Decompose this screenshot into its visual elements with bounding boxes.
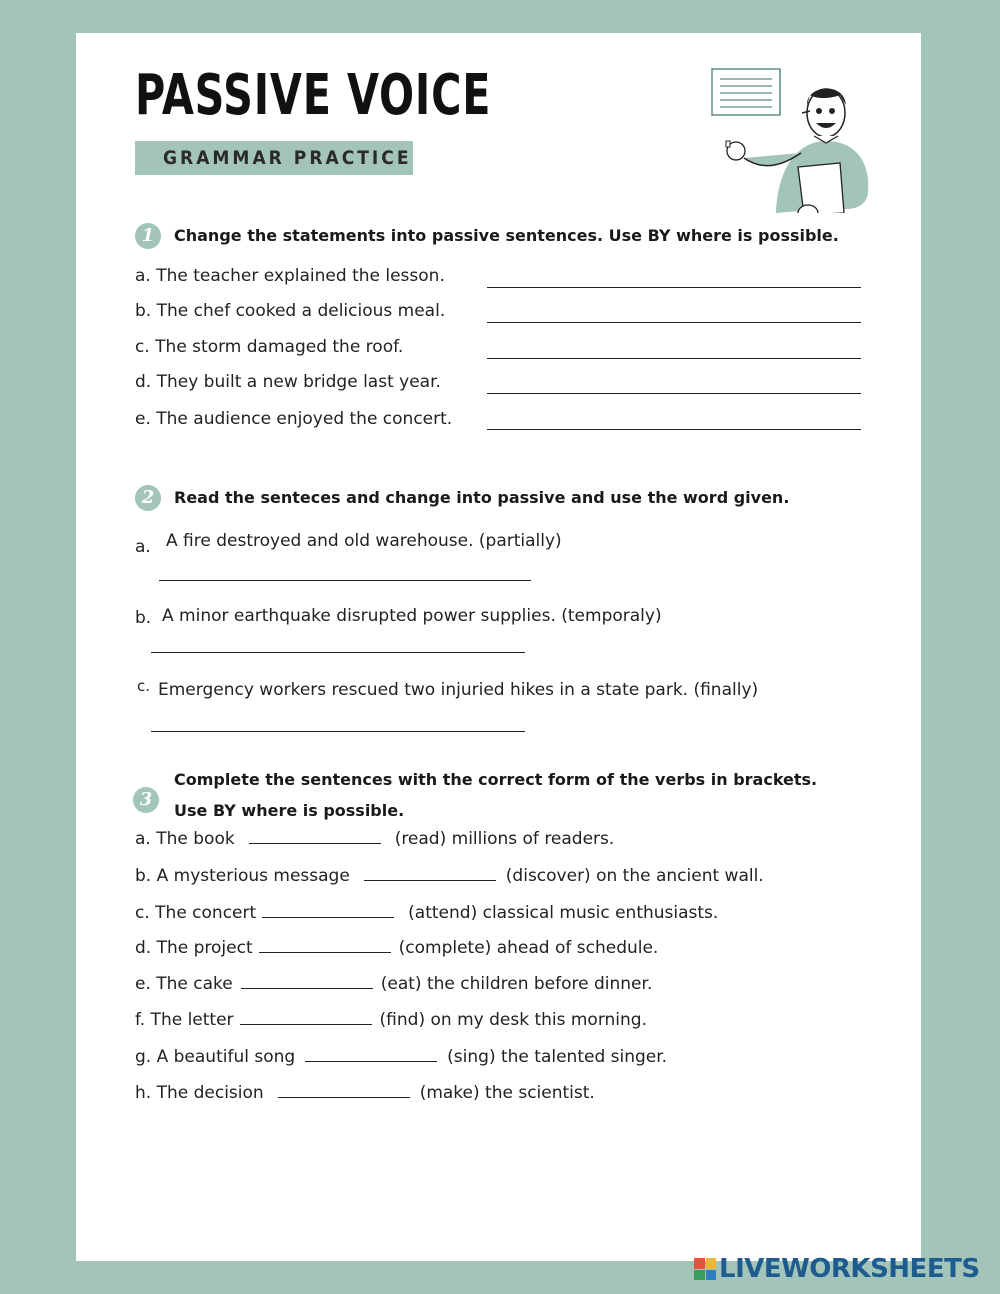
section-3-blank-c[interactable]	[262, 902, 394, 918]
section-3-item-d-before: d. The project	[135, 938, 253, 958]
section-3-item-c-after: (attend) classical music enthusiasts.	[408, 903, 719, 923]
section-3-item-g	[135, 1046, 667, 1067]
section-1-number-badge: 1	[135, 223, 161, 249]
liveworksheets-logo[interactable]	[694, 1252, 980, 1286]
page-title: PASSIVE VOICE	[135, 63, 492, 128]
section-3-item-b	[135, 865, 764, 886]
section-3-item-a	[135, 828, 614, 849]
section-1-item-c: c. The storm damaged the roof.	[135, 337, 404, 357]
section-3-item-e	[135, 973, 652, 994]
worksheet-page	[76, 33, 921, 1261]
section-2-answer-line-c[interactable]	[151, 731, 525, 732]
section-2-answer-line-b[interactable]	[151, 652, 525, 653]
section-1-item-b: b. The chef cooked a delicious meal.	[135, 301, 446, 321]
section-2-letter-b: b.	[135, 608, 152, 628]
section-3-item-c-before: c. The concert	[135, 903, 257, 923]
section-2-answer-line-a[interactable]	[159, 580, 531, 581]
section-3-item-h	[135, 1082, 595, 1103]
section-2-letter-c: c.	[137, 677, 151, 695]
section-3-item-e-before: e. The cake	[135, 974, 233, 994]
board-icon	[712, 69, 780, 115]
section-2-number-badge: 2	[135, 485, 161, 511]
section-3-blank-b[interactable]	[364, 865, 496, 881]
section-2-letter-a: a.	[135, 537, 151, 557]
section-3-item-c	[135, 902, 718, 923]
section-1-answer-line-e[interactable]	[487, 429, 861, 430]
section-1-answer-line-a[interactable]	[487, 287, 861, 288]
section-1-answer-line-d[interactable]	[487, 393, 861, 394]
section-3-item-d	[135, 937, 658, 958]
section-1-instruction: Change the statements into passive sentences. Use BY where is possible.	[174, 226, 839, 245]
section-3-item-h-after: (make) the scientist.	[419, 1083, 595, 1103]
section-3-item-d-after: (complete) ahead of schedule.	[398, 938, 659, 958]
page-subtitle: GRAMMAR PRACTICE	[163, 147, 412, 169]
section-3-blank-d[interactable]	[259, 937, 391, 953]
teacher-illustration	[706, 63, 886, 213]
section-1-item-e: e. The audience enjoyed the concert.	[135, 409, 453, 429]
section-2-item-c: Emergency workers rescued two injuried hikes in a state park. (finally)	[158, 680, 759, 700]
section-3-item-f-before: f. The letter	[135, 1010, 234, 1030]
section-3-item-g-before: g. A beautiful song	[135, 1047, 296, 1067]
section-2-item-b: A minor earthquake disrupted power supplies. (temporaly)	[162, 606, 662, 626]
section-3-item-a-after: (read) millions of readers.	[394, 829, 615, 849]
section-2-item-a: A fire destroyed and old warehouse. (partially)	[166, 531, 562, 551]
section-3-item-b-before: b. A mysterious message	[135, 866, 350, 886]
section-3-blank-a[interactable]	[249, 828, 381, 844]
section-3-item-h-before: h. The decision	[135, 1083, 264, 1103]
section-3-number-badge: 3	[133, 787, 159, 813]
section-3-item-f	[135, 1009, 647, 1030]
logo-text: LIVEWORKSHEETS	[719, 1254, 980, 1284]
subtitle-banner	[135, 141, 413, 175]
section-1-item-d: d. They built a new bridge last year.	[135, 372, 441, 392]
section-1-item-a: a. The teacher explained the lesson.	[135, 266, 445, 286]
section-3-item-f-after: (find) on my desk this morning.	[379, 1010, 647, 1030]
section-1-answer-line-b[interactable]	[487, 322, 861, 323]
section-3-blank-e[interactable]	[241, 973, 373, 989]
section-3-blank-h[interactable]	[278, 1082, 410, 1098]
section-3-item-e-after: (eat) the children before dinner.	[380, 974, 653, 994]
section-3-blank-g[interactable]	[305, 1046, 437, 1062]
section-3-instruction-line-2: Use BY where is possible.	[174, 801, 405, 820]
section-3-blank-f[interactable]	[240, 1009, 372, 1025]
section-2-instruction: Read the senteces and change into passive and use the word given.	[174, 488, 790, 507]
section-3-item-a-before: a. The book	[135, 829, 235, 849]
logo-grid-icon	[694, 1258, 716, 1280]
section-3-item-b-after: (discover) on the ancient wall.	[505, 866, 764, 886]
section-1-answer-line-c[interactable]	[487, 358, 861, 359]
section-3-instruction-line-1: Complete the sentences with the correct form of the verbs in brackets.	[174, 770, 818, 789]
section-3-item-g-after: (sing) the talented singer.	[447, 1047, 668, 1067]
